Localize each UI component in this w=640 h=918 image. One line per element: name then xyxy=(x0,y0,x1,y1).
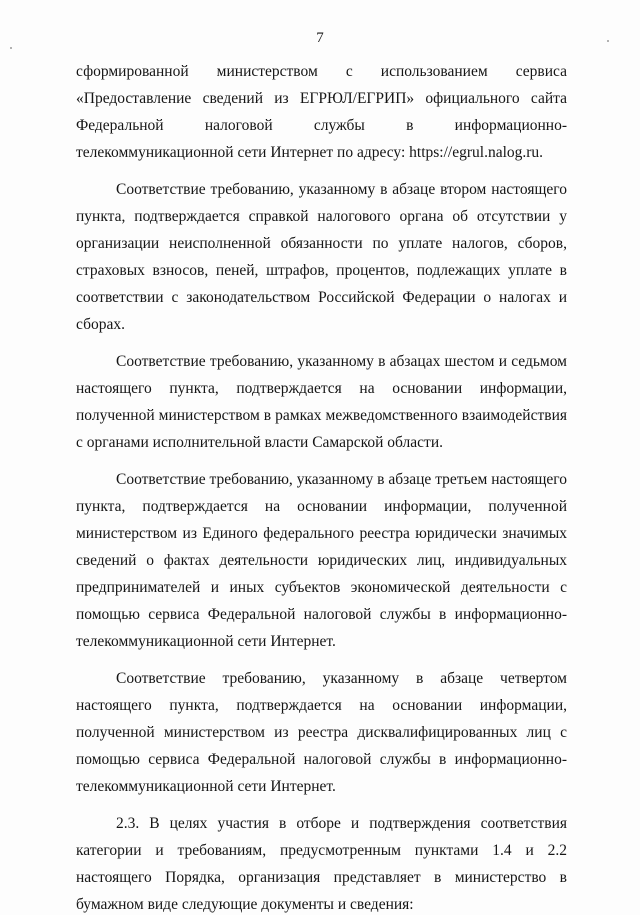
paragraph: Соответствие требованию, указанному в абзаце четвертом настоящего пункта, подтверждается на основании информации, полученной министерством из реестра дисквалифицированных лиц с помощью сервиса Федеральной налоговой службы в информационно-телекоммуникационной сети Интернет. xyxy=(76,670,567,795)
paragraph: сформированной министерством с использованием сервиса «Предоставление сведений из ЕГРЮЛ/ЕГРИП» официального сайта Федеральной налоговой службы в информационно-телекоммуникационной сети Интернет по адресу: https://egrul.nalog.ru. xyxy=(76,63,567,161)
scan-speck xyxy=(607,40,609,42)
document-body xyxy=(76,58,567,918)
page-number: 7 xyxy=(316,30,324,46)
paragraph: Соответствие требованию, указанному в абзаце втором настоящего пункта, подтверждается справкой налогового органа об отсутствии у организации неисполненной обязанности по уплате налогов, сборов, страховых взносов, пеней, штрафов, процентов, подлежащих уплате в соответствии с законодательством Российской Федерации о налогах и сборах. xyxy=(76,181,567,333)
scan-speck xyxy=(10,47,12,49)
paragraph: Соответствие требованию, указанному в абзацах шестом и седьмом настоящего пункта, подтверждается на основании информации, полученной министерством в рамках межведомственного взаимодействия с органами исполнительной власти Самарской области. xyxy=(76,353,567,451)
paragraph: Соответствие требованию, указанному в абзаце третьем настоящего пункта, подтверждается на основании информации, полученной министерством из Единого федерального реестра юридически значимых сведений о фактах деятельности юридических лиц, индивидуальных предпринимателей и иных субъектов экономической деятельности с помощью сервиса Федеральной налоговой службы в информационно-телекоммуникационной сети Интернет. xyxy=(76,471,567,650)
paragraph: 2.3. В целях участия в отборе и подтверждения соответствия категории и требованиям, предусмотренным пунктами 1.4 и 2.2 настоящего Порядка, организация представляет в министерство в бумажном виде следующие документы и сведения: xyxy=(76,815,567,913)
